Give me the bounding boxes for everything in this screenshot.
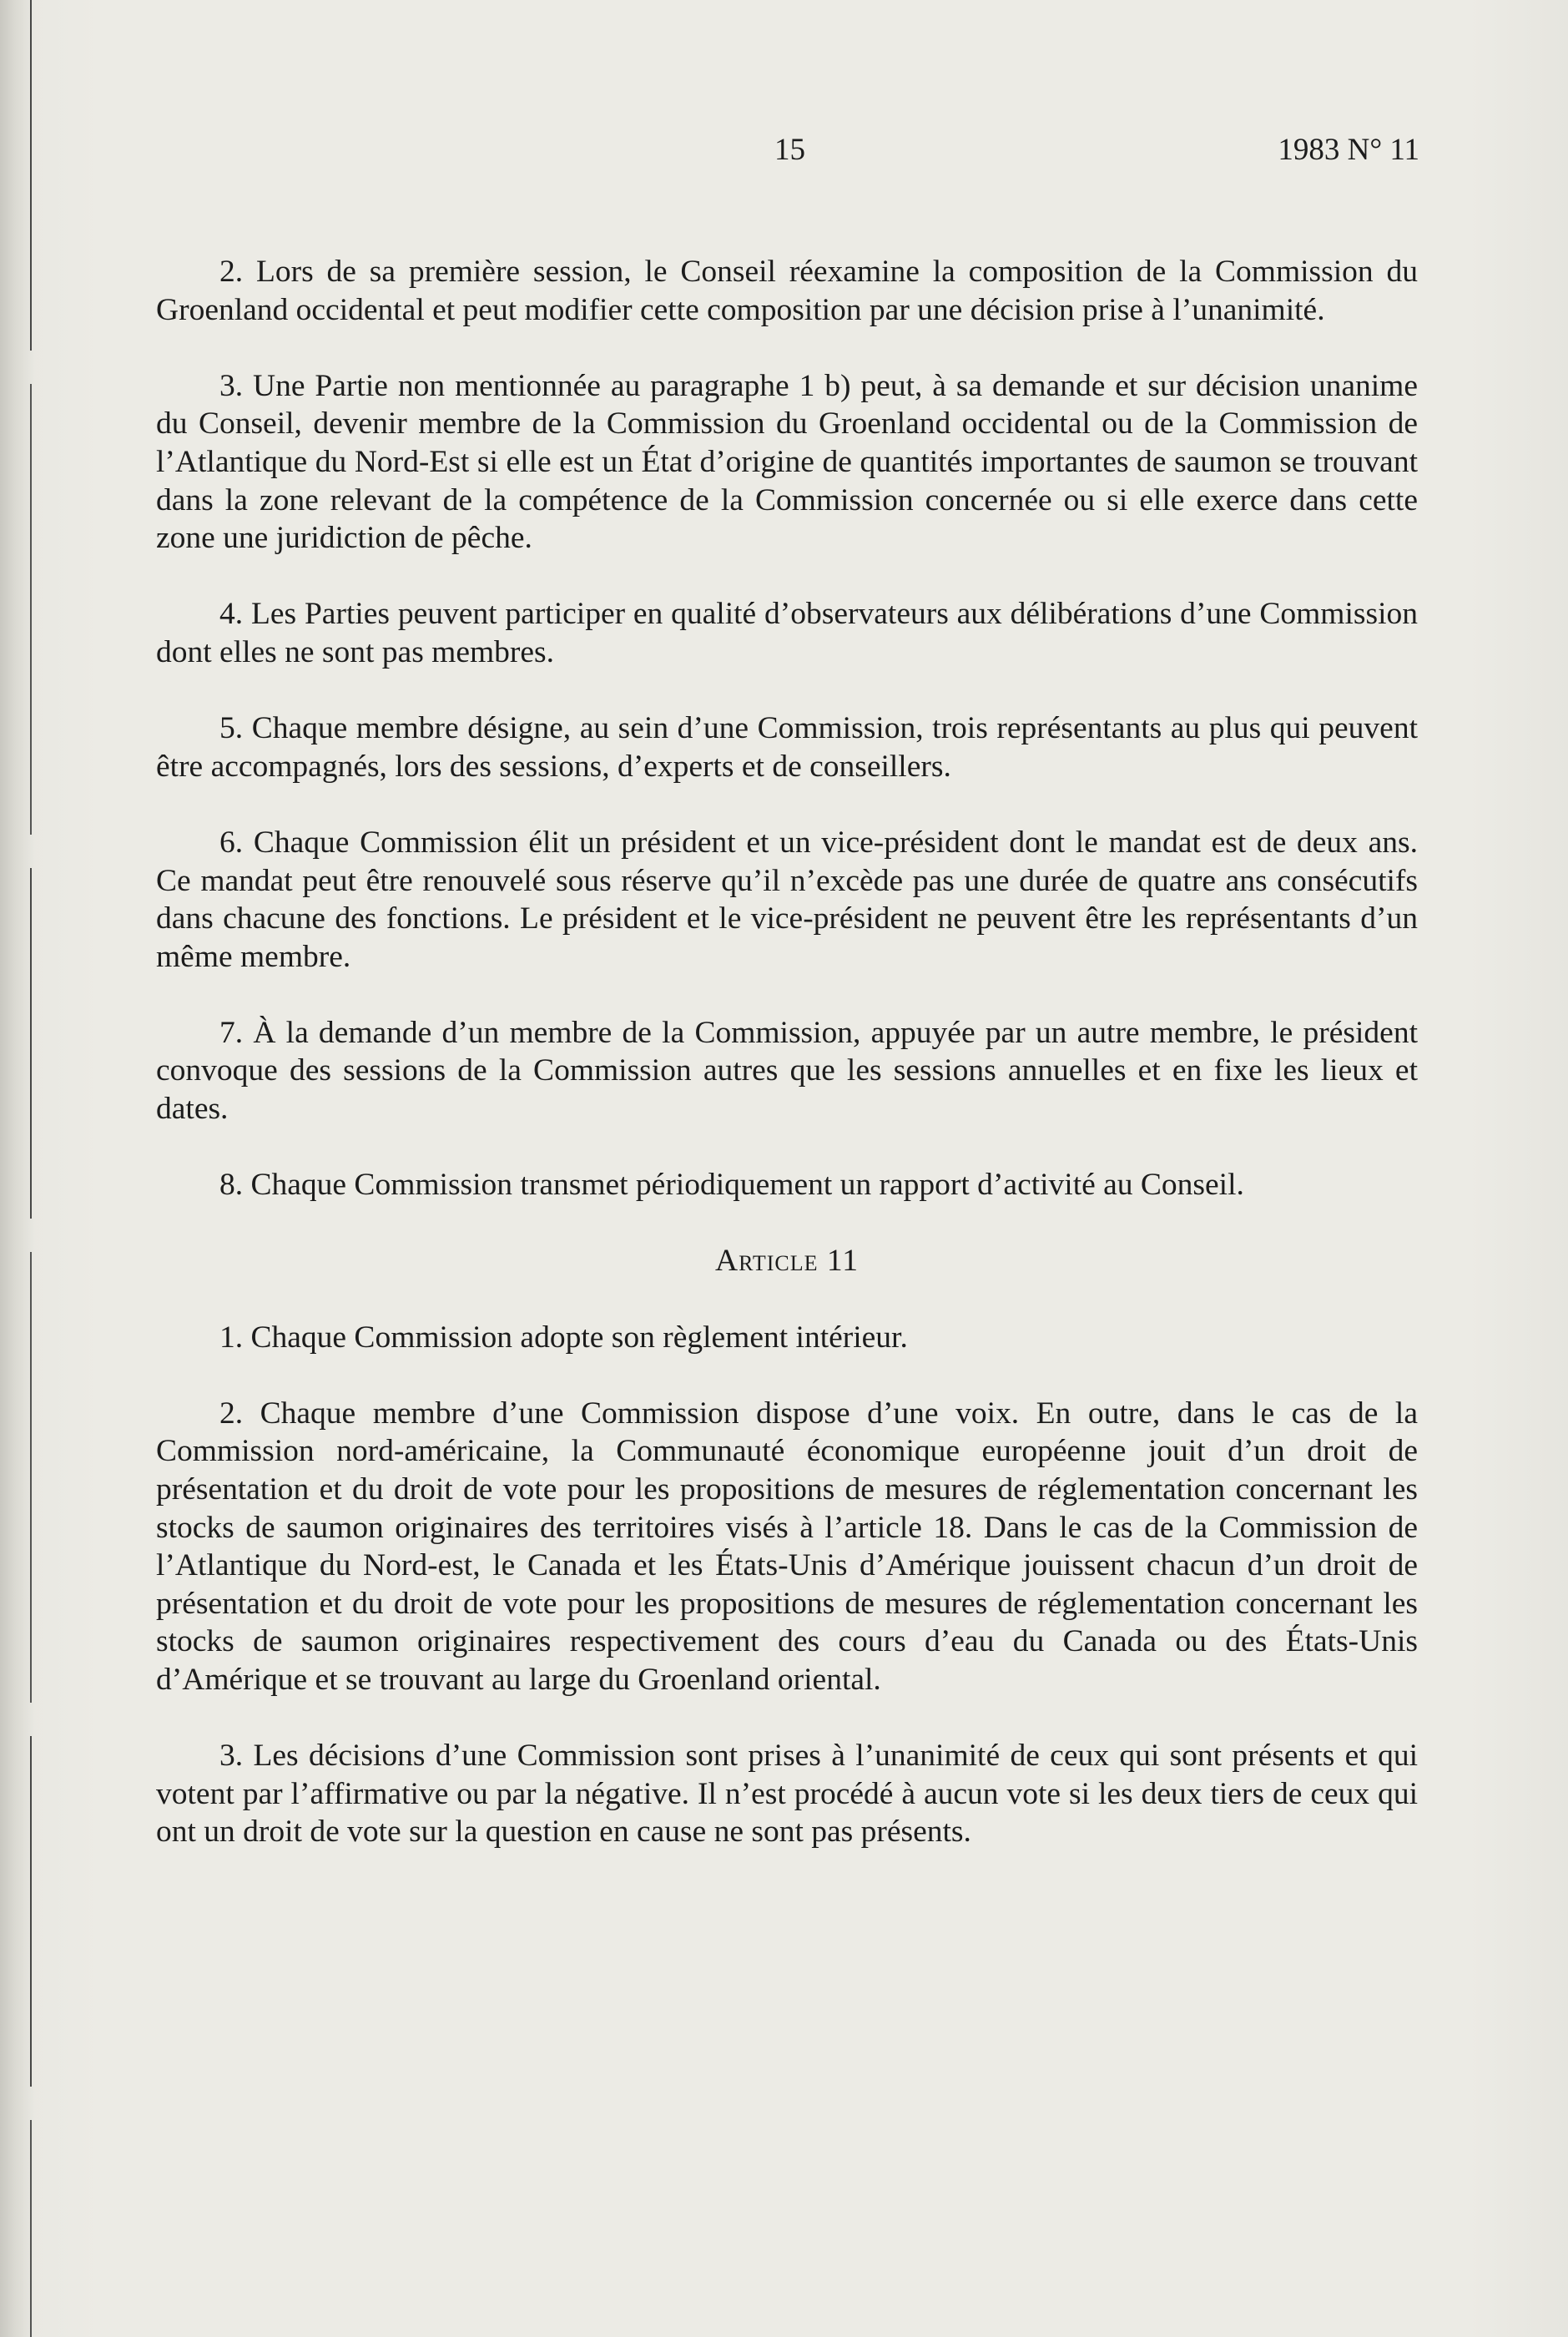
article-11-paragraph-3: 3. Les décisions d’une Commission sont prises à l’unanimité de ceux qui sont présents et qui votent par l’affirmative ou par la négative. Il n’est procédé à aucun vote si les deux tiers de ceux qui ont un droit de vote sur la question en cause ne sont pas présents. [156, 1739, 1418, 1850]
article-11-paragraph-1: 1. Chaque Commission adopte son règlement intérieur. [219, 1320, 908, 1355]
paragraph-6: 6. Chaque Commission élit un président et un vice-président dont le mandat est de deux ans. Ce mandat peut être renouvelé sous réserve qu’il n’excède pas une durée de quatre ans consécutifs dans chacune des fonctions. Le président et le vice-président ne peuvent être les représentants d’un même membre. [156, 825, 1418, 974]
page-header [0, 132, 1568, 174]
paragraph-4: 4. Les Parties peuvent participer en qualité d’observateurs aux délibérations d’une Commission dont elles ne sont pas membres. [156, 597, 1418, 669]
page-body [156, 253, 1418, 1890]
paragraph-3: 3. Une Partie non mentionnée au paragraphe 1 b) peut, à sa demande et sur décision unanime du Conseil, devenir membre de la Commission du Groenland occidental ou de la Commission de l’Atlantique du Nord-Est si elle est un État d’origine de quantités importantes de saumon se trouvant dans la zone relevant de la compétence de la Commission concernée ou si elle exerce dans cette zone une juridiction de pêche. [156, 368, 1418, 556]
paragraph-5: 5. Chaque membre désigne, au sein d’une Commission, trois représentants au plus qui peuvent être accompagnés, lors des sessions, d’experts et de conseillers. [156, 711, 1418, 784]
paragraph-2: 2. Lors de sa première session, le Conseil réexamine la composition de la Commission du Groenland occidental et peut modifier cette composition par une décision prise à l’unanimité. [156, 255, 1418, 327]
document-year-number: 1983 N° 11 [1278, 133, 1419, 167]
article-11-paragraph-2: 2. Chaque membre d’une Commission dispose d’une voix. En outre, dans le cas de la Commission nord-américaine, la Communauté économique européenne jouit d’un droit de présentation et du droit de vote pour les propositions de mesures de réglementation concernant les stocks de saumon originaires des territoires visés à l’article 18. Dans le cas de la Commission de l’Atlantique du Nord-est, le Canada et les États-Unis d’Amérique jouissent chacun d’un droit de présentation et du droit de vote pour les propositions de mesures de réglementation concernant les stocks de saumon originaires respectivement des cours d’eau du Canada ou des États-Unis d’Amérique et se trouvant au large du Groenland oriental. [156, 1396, 1418, 1697]
paragraph-8: 8. Chaque Commission transmet périodiquement un rapport d’activité au Conseil. [219, 1168, 1244, 1203]
paragraph-7: 7. À la demande d’un membre de la Commission, appuyée par un autre membre, le président convoque des sessions de la Commission autres que les sessions annuelles et en fixe les lieux et dates. [156, 1015, 1418, 1127]
page-number: 15 [774, 133, 805, 167]
article-heading: Article 11 [715, 1244, 859, 1279]
binding-edge-line [30, 0, 32, 2337]
